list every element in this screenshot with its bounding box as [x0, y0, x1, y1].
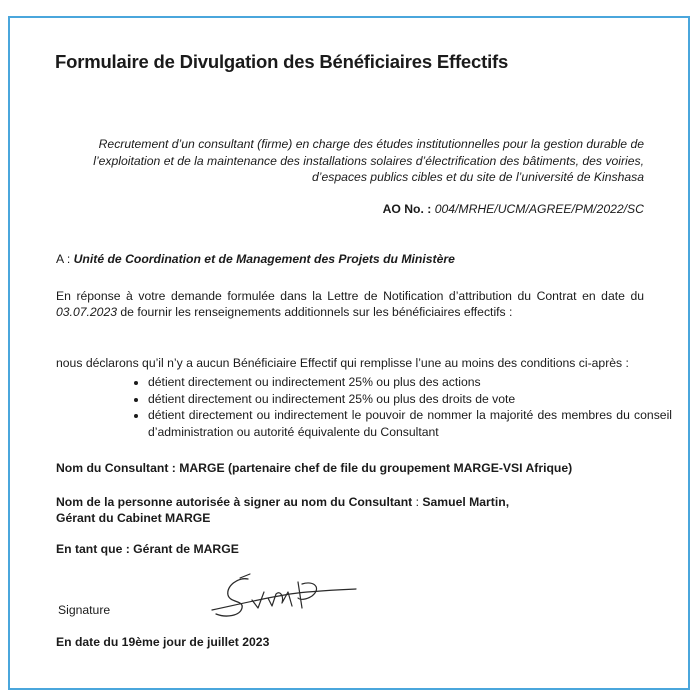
ao-number: 004/MRHE/UCM/AGREE/PM/2022/SC: [434, 202, 644, 216]
declaration-text: nous déclarons qu’il n’y a aucun Bénéficiaire Effectif qui remplisse l’une au moins des conditions ci-après :: [56, 356, 629, 370]
condition-item: • détient directement ou indirectement 25% ou plus des droits de vote: [148, 391, 672, 408]
addressee-name: Unité de Coordination et de Management des Projets du Ministère: [73, 252, 455, 266]
intro-paragraph: [56, 288, 644, 320]
addressee-label: A :: [56, 252, 71, 266]
signer-value: Samuel Martin, Gérant du Cabinet MARGE: [56, 495, 510, 525]
conditions-list: [120, 374, 672, 440]
consultant-name-line: Nom du Consultant : MARGE (partenaire chef de file du groupement MARGE-VSI Afrique): [56, 461, 573, 475]
form-title: Formulaire de Divulgation des Bénéficiaires Effectifs: [55, 51, 509, 72]
intro-date: 03.07.2023: [56, 305, 117, 319]
signer-label: Nom de la personne autorisée à signer au nom du Consultant: [56, 495, 413, 509]
intro-text-1: En réponse à votre demande formulée dans la Lettre de Notification d’attribution du Contrat en date du: [56, 289, 644, 303]
condition-item: • détient directement ou indirectement le pouvoir de nommer la majorité des membres du conseil d’administration ou autorité équivalente du Consultant: [148, 407, 672, 440]
capacity-line: En tant que : Gérant de MARGE: [56, 542, 239, 556]
handwritten-signature: [210, 570, 360, 625]
assignment-subject: Recrutement d’un consultant (firme) en charge des études institutionnelles pour la gestion durable de l’exploitation et de la maintenance des installations solaires d’électrification des bâtiments, des voiries, d’espaces publics cibles et du site de l’université de Kinshasa: [93, 137, 644, 184]
signature-date-line: En date du 19ème jour de juillet 2023: [56, 635, 270, 649]
ao-label: AO No. :: [382, 202, 432, 216]
authorized-signer-line: [56, 494, 526, 526]
intro-text-2: de fournir les renseignements additionnels sur les bénéficiaires effectifs :: [117, 305, 513, 319]
signer-separator: :: [412, 495, 423, 509]
ao-number-line: [383, 202, 644, 216]
signature-label: Signature: [58, 603, 111, 617]
condition-item: • détient directement ou indirectement 25% ou plus des actions: [148, 374, 672, 391]
addressee-line: [56, 252, 455, 266]
